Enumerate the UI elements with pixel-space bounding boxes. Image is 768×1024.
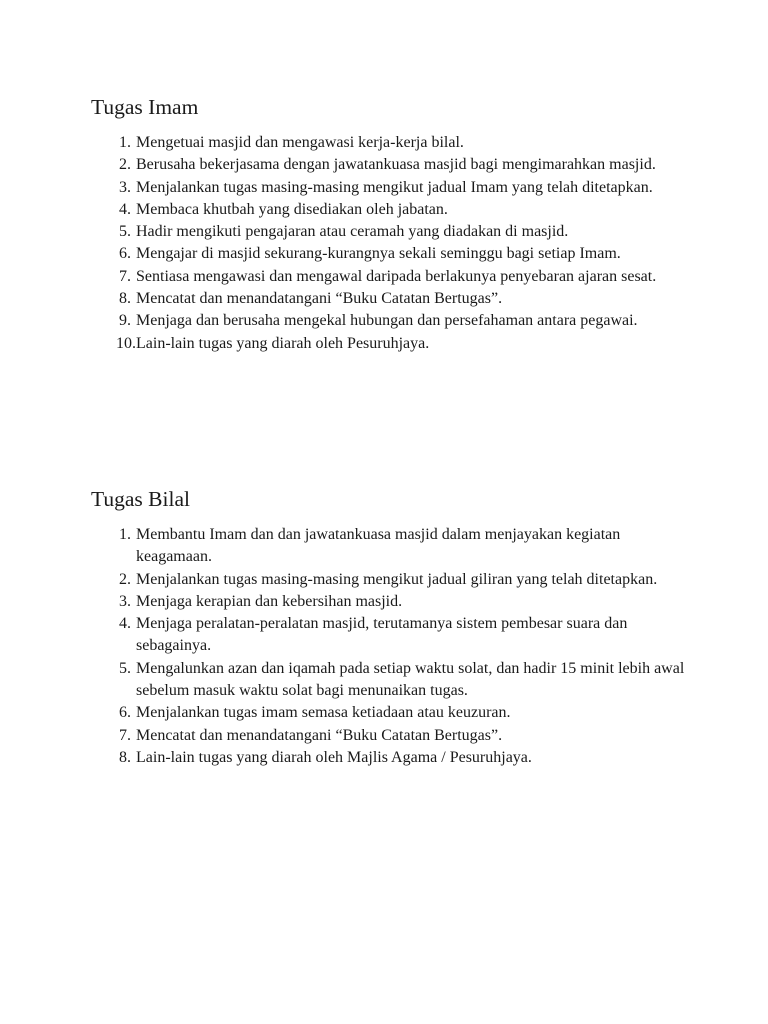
list-item [91, 132, 691, 154]
item-text: Menjaga peralatan-peralatan masjid, terutamanya sistem pembesar suara dan sebagainya. [136, 615, 628, 655]
item-number: 5. [119, 659, 131, 677]
item-text: Menjaga kerapian dan kebersihan masjid. [136, 592, 403, 610]
item-text: Menjalankan tugas imam semasa ketiadaan atau keuzuran. [136, 704, 511, 722]
item-text: Membantu Imam dan dan jawatankuasa masjid dalam menjayakan kegiatan keagamaan. [136, 526, 621, 566]
item-text: Mengajar di masjid sekurang-kurangnya sekali seminggu bagi setiap Imam. [136, 245, 621, 263]
item-number: 8. [119, 290, 131, 308]
section-tugas-imam [91, 94, 691, 355]
item-text: Mengetuai masjid dan mengawasi kerja-kerja bilal. [136, 134, 464, 151]
item-number: 9. [119, 312, 131, 330]
list-item [91, 658, 691, 703]
item-text: Berusaha bekerjasama dengan jawatankuasa masjid bagi mengimarahkan masjid. [136, 156, 656, 174]
item-number: 1. [119, 526, 131, 543]
list-item [91, 702, 691, 724]
list-item [91, 613, 691, 658]
item-number: 3. [119, 592, 131, 610]
list-item [91, 725, 691, 747]
section-title-imam: Tugas Imam [91, 95, 199, 119]
item-text: Mengalunkan azan dan iqamah pada setiap waktu solat, dan hadir 15 minit lebih awal sebelum masuk waktu solat bagi menunaikan tugas. [136, 659, 685, 700]
item-number: 6. [119, 704, 131, 722]
item-text: Menjaga dan berusaha mengekal hubungan dan persefahaman antara pegawai. [136, 312, 638, 330]
item-number: 2. [119, 156, 131, 174]
item-number: 4. [119, 615, 131, 633]
item-text: Membaca khutbah yang disediakan oleh jabatan. [136, 200, 448, 218]
list-item [91, 333, 691, 355]
item-text: Sentiasa mengawasi dan mengawal daripada berlakunya penyebaran ajaran sesat. [136, 267, 657, 285]
item-number: 1. [119, 134, 131, 151]
item-number: 8. [119, 748, 131, 766]
list-item [91, 524, 691, 569]
item-text: Lain-lain tugas yang diarah oleh Majlis Agama / Pesuruhjaya. [136, 748, 532, 766]
item-number: 3. [119, 178, 131, 196]
list-item [91, 243, 691, 265]
item-number: 5. [119, 223, 131, 241]
list-item [91, 221, 691, 243]
section-title-bilal: Tugas Bilal [91, 487, 190, 511]
item-number: 7. [119, 726, 131, 744]
list-item [91, 591, 691, 613]
bilal-duties-list [91, 524, 691, 769]
item-number: 4. [119, 200, 131, 218]
item-number: 10. [116, 334, 136, 352]
item-text: Menjalankan tugas masing-masing mengikut jadual giliran yang telah ditetapkan. [136, 570, 658, 588]
list-item [91, 177, 691, 199]
item-number: 6. [119, 245, 131, 263]
list-item [91, 199, 691, 221]
item-text: Mencatat dan menandatangani “Buku Catatan Bertugas”. [136, 726, 503, 744]
list-item [91, 747, 691, 769]
list-item [91, 569, 691, 591]
item-text: Lain-lain tugas yang diarah oleh Pesuruhjaya. [136, 334, 430, 352]
item-number: 7. [119, 267, 131, 285]
section-tugas-bilal [91, 486, 691, 769]
item-number: 2. [119, 570, 131, 588]
item-text: Menjalankan tugas masing-masing mengikut jadual Imam yang telah ditetapkan. [136, 178, 653, 196]
list-item [91, 154, 691, 176]
item-text: Hadir mengikuti pengajaran atau ceramah yang diadakan di masjid. [136, 223, 569, 241]
list-item [91, 266, 691, 288]
list-item [91, 310, 691, 332]
item-text: Mencatat dan menandatangani “Buku Catatan Bertugas”. [136, 290, 503, 308]
list-item [91, 288, 691, 310]
imam-duties-list [91, 132, 691, 355]
